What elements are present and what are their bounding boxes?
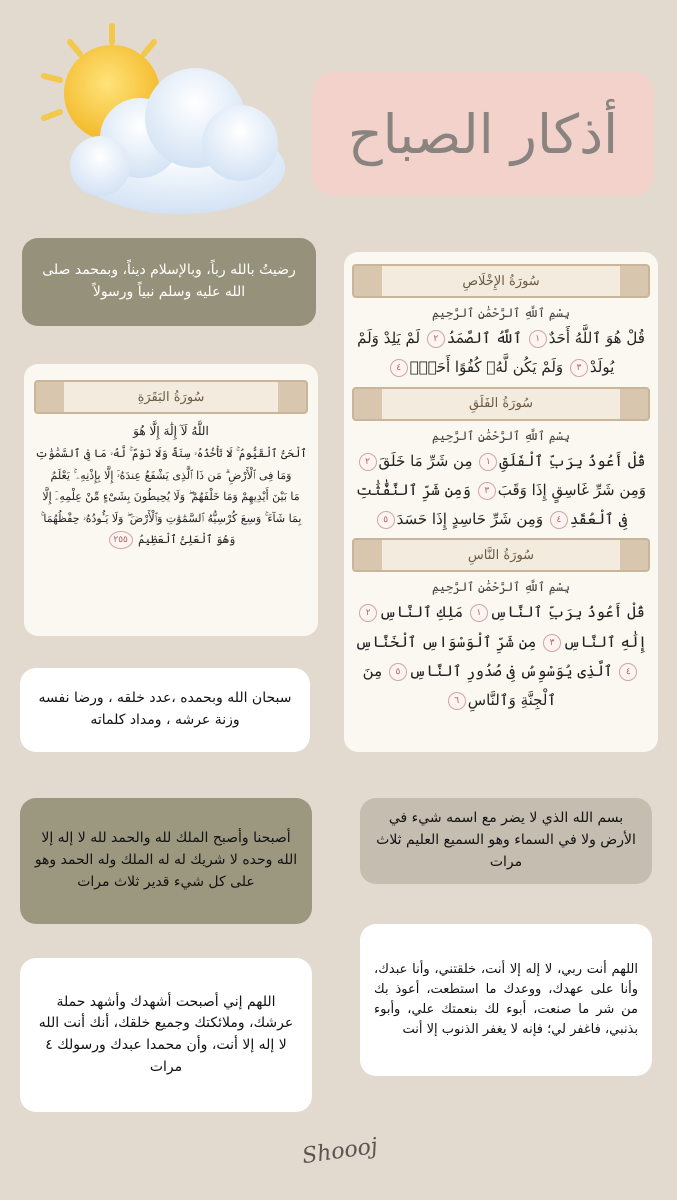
page-title: أذكار الصباح (347, 102, 619, 166)
card-bismillah (360, 798, 652, 884)
ayah-line: بِمَا شَآءَ ۚ وَسِعَ كُرْسِيُّهُ ٱلسَّمَٰوَٰتِ وَٱلْأَرْضَ ۖ وَلَا يَـُٔودُهُۥ حِفْظُهُمَا ۚ (40, 511, 302, 525)
card-subhan-text: سبحان الله وبحمده ،عدد خلقه ، ورضا نفسه وزنة عرشه ، ومداد كلماته (38, 690, 292, 728)
ayah-line (352, 598, 650, 715)
card-subhan (20, 668, 310, 752)
sun-cloud-icon (30, 18, 300, 228)
ayat-alkursi-page (24, 364, 318, 636)
ayah-number: ٤ (550, 511, 568, 529)
card-radito (22, 238, 316, 326)
ayah-number: ٢ (359, 453, 377, 471)
ayah-text: لَمْ يَلِدْ وَلَمْ يُولَدْ (357, 329, 615, 377)
basmala: بِسْمِ ٱللَّهِ ٱلرَّحْمَٰنِ ٱلرَّحِيمِ (431, 428, 570, 443)
surah-header-baqarah: سُورَةُ البَقَرَةِ (34, 380, 308, 414)
ayah-line-last (34, 529, 308, 550)
card-allahumma-anta (360, 924, 652, 1076)
ayah-line (352, 447, 650, 535)
ayah-number: ٢ (427, 330, 445, 348)
ayah-line: اللَّهُ لَآ إِلَٰهَ إِلَّا هُوَ (133, 424, 209, 438)
ayah-number: ٥ (389, 663, 407, 681)
ayah-number: ١ (479, 453, 497, 471)
ayah-number: ١ (470, 604, 488, 622)
ayah-text: ٱللَّهُ ٱلصَّمَدُ (446, 329, 522, 347)
ayah-line: وَمَا فِى ٱلْأَرْضِ ۗ مَن ذَا ٱلَّذِى يَشْفَعُ عِندَهُۥٓ إِلَّا بِإِذْنِهِۦ ۚ يَعْلَمُ (50, 468, 292, 482)
ayah-text: وَمِن شَرِّ حَاسِدٍ إِذَا حَسَدَ (396, 510, 544, 528)
ayah-text: قُلْ أَعُوذُ بِرَبِّ ٱلنَّاسِ (489, 603, 645, 622)
ayah-number: ٢ (359, 604, 377, 622)
surah-header-ikhlas: سُورَةُ الإِخْلَاصِ (352, 264, 650, 298)
signature: Shoooj (300, 1133, 380, 1170)
ayah-number: ١ (529, 330, 547, 348)
ayah-number: ٤ (390, 359, 408, 377)
ayah-text: إِلَٰهِ ٱلنَّاسِ (563, 632, 647, 651)
ayah-number: ٥ (377, 511, 395, 529)
card-allahumma-anta-text: اللهم أنت ربي، لا إله إلا أنت، خلقتني، وأنا عبدك، وأنا على عهدك، ووعدك ما استطعت، أعوذ بك من شر ما صنعت، أبوء لك بنعمتك علي، وأبوء بذنبي، فاغفر لي؛ فإنه لا يغفر الذنوب إلا أنت (374, 961, 638, 1038)
card-allahumma-asbahtu-text: اللهم إني أصبحت أشهدك وأشهد حملة عرشك، وملائكتك وجميع خلقك، أنك أنت الله لا إله إلا أنت، وأن محمدا عبدك ورسولك ٤ مرات (38, 993, 294, 1075)
surah-header-falaq: سُورَةُ الفَلَقِ (352, 387, 650, 421)
card-bismillah-text: بسم الله الذي لا يضر مع اسمه شيء في الأرض ولا في السماء وهو السميع العليم ثلاث مرات (376, 810, 636, 870)
ayah-text: وَمِن شَرِّ غَاسِقٍ إِذَا وَقَبَ (497, 480, 647, 499)
surah-header-nas: سُورَةُ النَّاسِ (352, 538, 650, 572)
ayah-text: وَلَمْ يَكُن لَّهُۥ كُفُوًا أَحَدٌۢ (409, 358, 564, 377)
ayah-text: وَمِن شَرِّ ٱلنَّفَّٰثَٰتِ فِى ٱلْعُقَدِ (355, 480, 628, 528)
ayah-number: ٣ (543, 634, 561, 652)
ayah-number: ٦ (448, 692, 466, 710)
mushaf-page (344, 252, 658, 752)
card-radito-text: رضيتُ بالله رباً، وبالإسلام ديناً، وبمحمد صلى الله عليه وسلم نبياً ورسولاً (42, 262, 296, 300)
ayah-line (352, 324, 650, 383)
ayah-text: مَلِكِ ٱلنَّاسِ (379, 603, 464, 622)
card-asbahna-text: أصبحنا وأصبح الملك لله والحمد لله لا إله إلا الله وحده لا شريك له له الملك وله الحمد وهو على كل شيء قدير ثلاث مرات (34, 830, 298, 890)
ayah-number: ٢٥٥ (109, 531, 133, 549)
card-allahumma-asbahtu (20, 958, 312, 1112)
basmala: بِسْمِ ٱللَّهِ ٱلرَّحْمَٰنِ ٱلرَّحِيمِ (431, 306, 570, 320)
ayah-text: قُلْ هُوَ ٱللَّهُ أَحَدٌ (548, 329, 645, 347)
ayah-number: ٣ (478, 482, 496, 500)
ayah-text: مِن شَرِّ مَا خَلَقَ (378, 451, 473, 470)
ayah-text: ٱلَّذِى يُوَسْوِسُ فِى صُدُورِ ٱلنَّاسِ (408, 661, 613, 680)
ayah-line: مَا بَيْنَ أَيْدِيهِمْ وَمَا خَلْفَهُمْ ۖ وَلَا يُحِيطُونَ بِشَىْءٍ مِّنْ عِلْمِهِۦٓ إِلَّا (42, 490, 300, 504)
card-asbahna (20, 798, 312, 924)
ayah-text: مِن شَرِّ ٱلْوَسْوَاسِ ٱلْخَنَّاسِ (355, 632, 537, 651)
ayah-text: مِنَ ٱلْجِنَّةِ وَٱلنَّاسِ (362, 661, 557, 709)
ayah-text: قُلْ أَعُوذُ بِرَبِّ ٱلْفَلَقِ (499, 451, 646, 470)
page-title-box (312, 72, 654, 196)
basmala: بِسْمِ ٱللَّهِ ٱلرَّحْمَٰنِ ٱلرَّحِيمِ (431, 580, 570, 595)
ayah-text: وَهُوَ ٱلْعَلِىُّ ٱلْعَظِيمُ (138, 533, 236, 547)
ayah-number: ٤ (619, 663, 637, 681)
ayah-line: ٱلْحَىُّ ٱلْقَيُّومُ ۚ لَا تَأْخُذُهُۥ سِنَةٌ وَلَا نَوْمٌ ۚ لَّهُۥ مَا فِى ٱلسَّمَٰوَٰتِ (35, 447, 307, 461)
ayah-number: ٣ (570, 359, 588, 377)
